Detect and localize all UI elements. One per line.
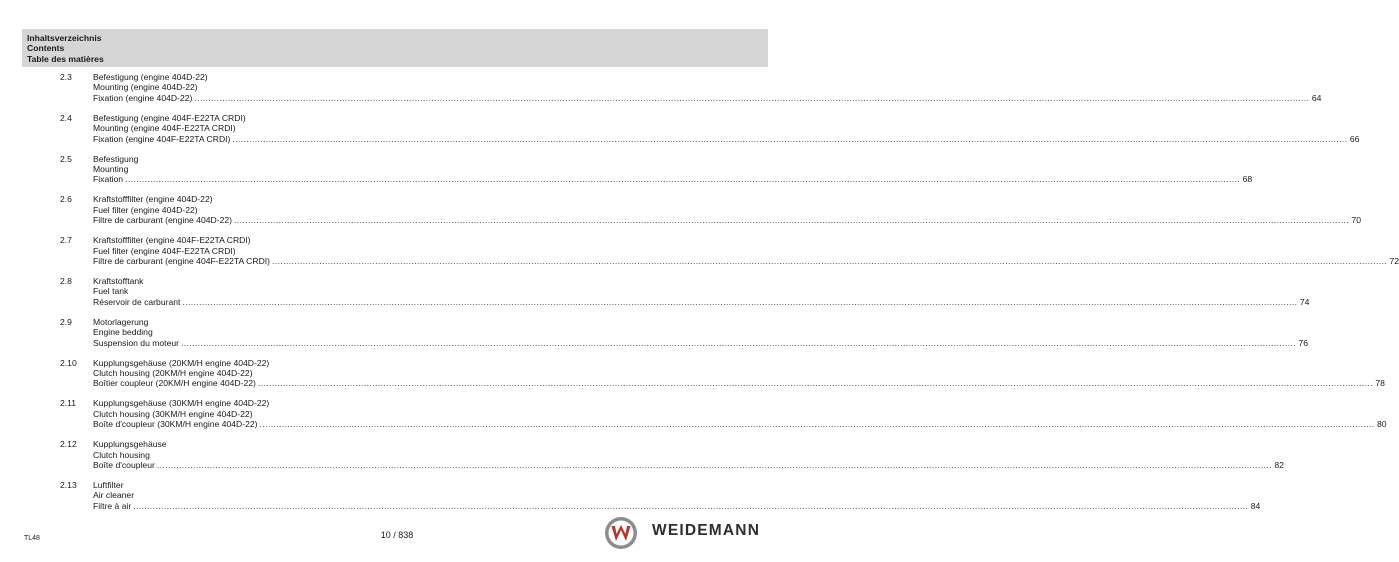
- entry-page-number[interactable]: 76: [1298, 337, 1309, 348]
- entry-number: 2.13: [60, 479, 77, 490]
- toc-header: [22, 29, 768, 67]
- entry-number: 2.10: [60, 357, 77, 368]
- entry-page-number[interactable]: 78: [1375, 378, 1385, 389]
- header-title-fr: Table des matières: [27, 53, 104, 64]
- toc-entry[interactable]: [0, 439, 1284, 480]
- entry-number: 2.4: [60, 112, 72, 123]
- toc-entry[interactable]: [0, 479, 1261, 521]
- entry-title-fr[interactable]: Boîte d'coupleur: [93, 459, 155, 470]
- entry-page-number[interactable]: 72: [1389, 255, 1399, 266]
- toc-list: [0, 72, 1399, 521]
- entry-title-en: Air cleaner: [93, 490, 135, 501]
- entry-page-number[interactable]: 74: [1299, 296, 1310, 307]
- entry-page-number[interactable]: 84: [1250, 500, 1261, 511]
- entry-number: 2.5: [60, 153, 72, 164]
- entry-page-number[interactable]: 66: [1349, 133, 1360, 144]
- entry-title-de: Kupplungsgehäuse (30KM/H engine 404D-22): [93, 398, 270, 409]
- entry-page-number[interactable]: 70: [1351, 215, 1362, 226]
- dot-leader: ................................................................................................................................................................................................................................................................................................................................................................................................................: [125, 174, 1241, 185]
- entry-title-fr[interactable]: Boîte d'coupleur (30KM/H engine 404D-22): [93, 419, 258, 430]
- dot-leader: ................................................................................................................................................................................................................................................................................................................................................................................................................: [257, 378, 1373, 389]
- entry-page-number[interactable]: 82: [1274, 459, 1284, 470]
- dot-leader: ................................................................................................................................................................................................................................................................................................................................................................................................................: [272, 255, 1388, 266]
- entry-number: 2.6: [60, 194, 72, 205]
- entry-title-en: Mounting (engine 404D-22): [93, 82, 198, 93]
- entry-title-de: Kupplungsgehäuse (20KM/H engine 404D-22): [93, 357, 270, 368]
- dot-leader: ................................................................................................................................................................................................................................................................................................................................................................................................................: [182, 296, 1298, 307]
- toc-entry[interactable]: [0, 316, 1309, 358]
- entry-title-en: Mounting (engine 404F-E22TA CRDI): [93, 123, 236, 134]
- header-title-en: Contents: [27, 43, 65, 54]
- toc-entry[interactable]: [0, 275, 1310, 317]
- entry-title-fr[interactable]: Fixation (engine 404D-22): [93, 92, 193, 103]
- toc-entry[interactable]: [0, 235, 1399, 276]
- entry-number: 2.7: [60, 235, 72, 246]
- entry-title-de: Befestigung (engine 404F-E22TA CRDI): [93, 112, 246, 123]
- dot-leader: ................................................................................................................................................................................................................................................................................................................................................................................................................: [133, 500, 1249, 511]
- entry-title-de: Kupplungsgehäuse: [93, 439, 167, 450]
- dot-leader: ................................................................................................................................................................................................................................................................................................................................................................................................................: [259, 419, 1375, 430]
- entry-title-en: Clutch housing (30KM/H engine 404D-22): [93, 408, 253, 419]
- entry-page-number[interactable]: 64: [1311, 92, 1322, 103]
- toc-entry[interactable]: [0, 194, 1362, 235]
- entry-title-en: Fuel filter (engine 404F-E22TA CRDI): [93, 245, 236, 256]
- entry-title-de: Kraftstofffilter (engine 404F-E22TA CRDI): [93, 235, 251, 246]
- entry-title-en: Mounting: [93, 163, 129, 174]
- entry-title-fr[interactable]: Filtre de carburant (engine 404F-E22TA CRDI): [93, 255, 271, 266]
- toc-entry[interactable]: [0, 357, 1385, 399]
- toc-entry[interactable]: [0, 153, 1253, 195]
- toc-entry[interactable]: [0, 72, 1322, 113]
- entry-title-de: Luftfilter: [93, 479, 124, 490]
- entry-number: 2.9: [60, 316, 72, 327]
- dot-leader: ................................................................................................................................................................................................................................................................................................................................................................................................................: [156, 459, 1272, 470]
- entry-title-de: Kraftstofffilter (engine 404D-22): [93, 194, 213, 205]
- entry-page-number[interactable]: 68: [1242, 174, 1253, 185]
- toc-entry[interactable]: [0, 398, 1387, 439]
- entry-title-fr[interactable]: Fixation (engine 404F-E22TA CRDI): [93, 133, 231, 144]
- header-title-de: Inhaltsverzeichnis: [27, 33, 102, 43]
- dot-leader: ................................................................................................................................................................................................................................................................................................................................................................................................................: [232, 133, 1348, 144]
- entry-title-fr[interactable]: Filtre de carburant (engine 404D-22): [93, 215, 233, 226]
- entry-title-en: Fuel tank: [93, 286, 129, 297]
- entry-title-en: Clutch housing (20KM/H engine 404D-22): [93, 367, 253, 378]
- entry-number: 2.8: [60, 275, 72, 286]
- entry-title-en: Fuel filter (engine 404D-22): [93, 204, 198, 215]
- entry-title-en: Engine bedding: [93, 327, 153, 338]
- weidemann-logo-icon: [604, 516, 638, 550]
- document-code: TL48: [24, 535, 40, 542]
- entry-number: 2.11: [60, 398, 77, 409]
- entry-title-de: Motorlagerung: [93, 316, 149, 327]
- entry-title-fr[interactable]: Réservoir de carburant: [93, 296, 181, 307]
- entry-title-de: Kraftstofftank: [93, 275, 144, 286]
- toc-entry[interactable]: [0, 112, 1360, 154]
- entry-title-de: Befestigung: [93, 153, 139, 164]
- entry-title-en: Clutch housing: [93, 449, 150, 460]
- entry-number: 2.3: [60, 72, 72, 82]
- entry-title-fr[interactable]: Suspension du moteur: [93, 337, 179, 348]
- entry-title-fr[interactable]: Boîtier coupleur (20KM/H engine 404D-22): [93, 378, 256, 389]
- dot-leader: ................................................................................................................................................................................................................................................................................................................................................................................................................: [194, 92, 1310, 103]
- entry-title-de: Befestigung (engine 404D-22): [93, 72, 208, 82]
- page-indicator: 10 / 838: [380, 530, 414, 540]
- dot-leader: ................................................................................................................................................................................................................................................................................................................................................................................................................: [234, 215, 1350, 226]
- brand-name: WEIDEMANN: [652, 522, 761, 539]
- entry-title-fr[interactable]: Fixation: [93, 174, 124, 185]
- entry-title-fr[interactable]: Filtre à air: [93, 500, 132, 511]
- entry-page-number[interactable]: 80: [1377, 419, 1387, 430]
- entry-number: 2.12: [60, 439, 77, 450]
- dot-leader: ................................................................................................................................................................................................................................................................................................................................................................................................................: [181, 337, 1297, 348]
